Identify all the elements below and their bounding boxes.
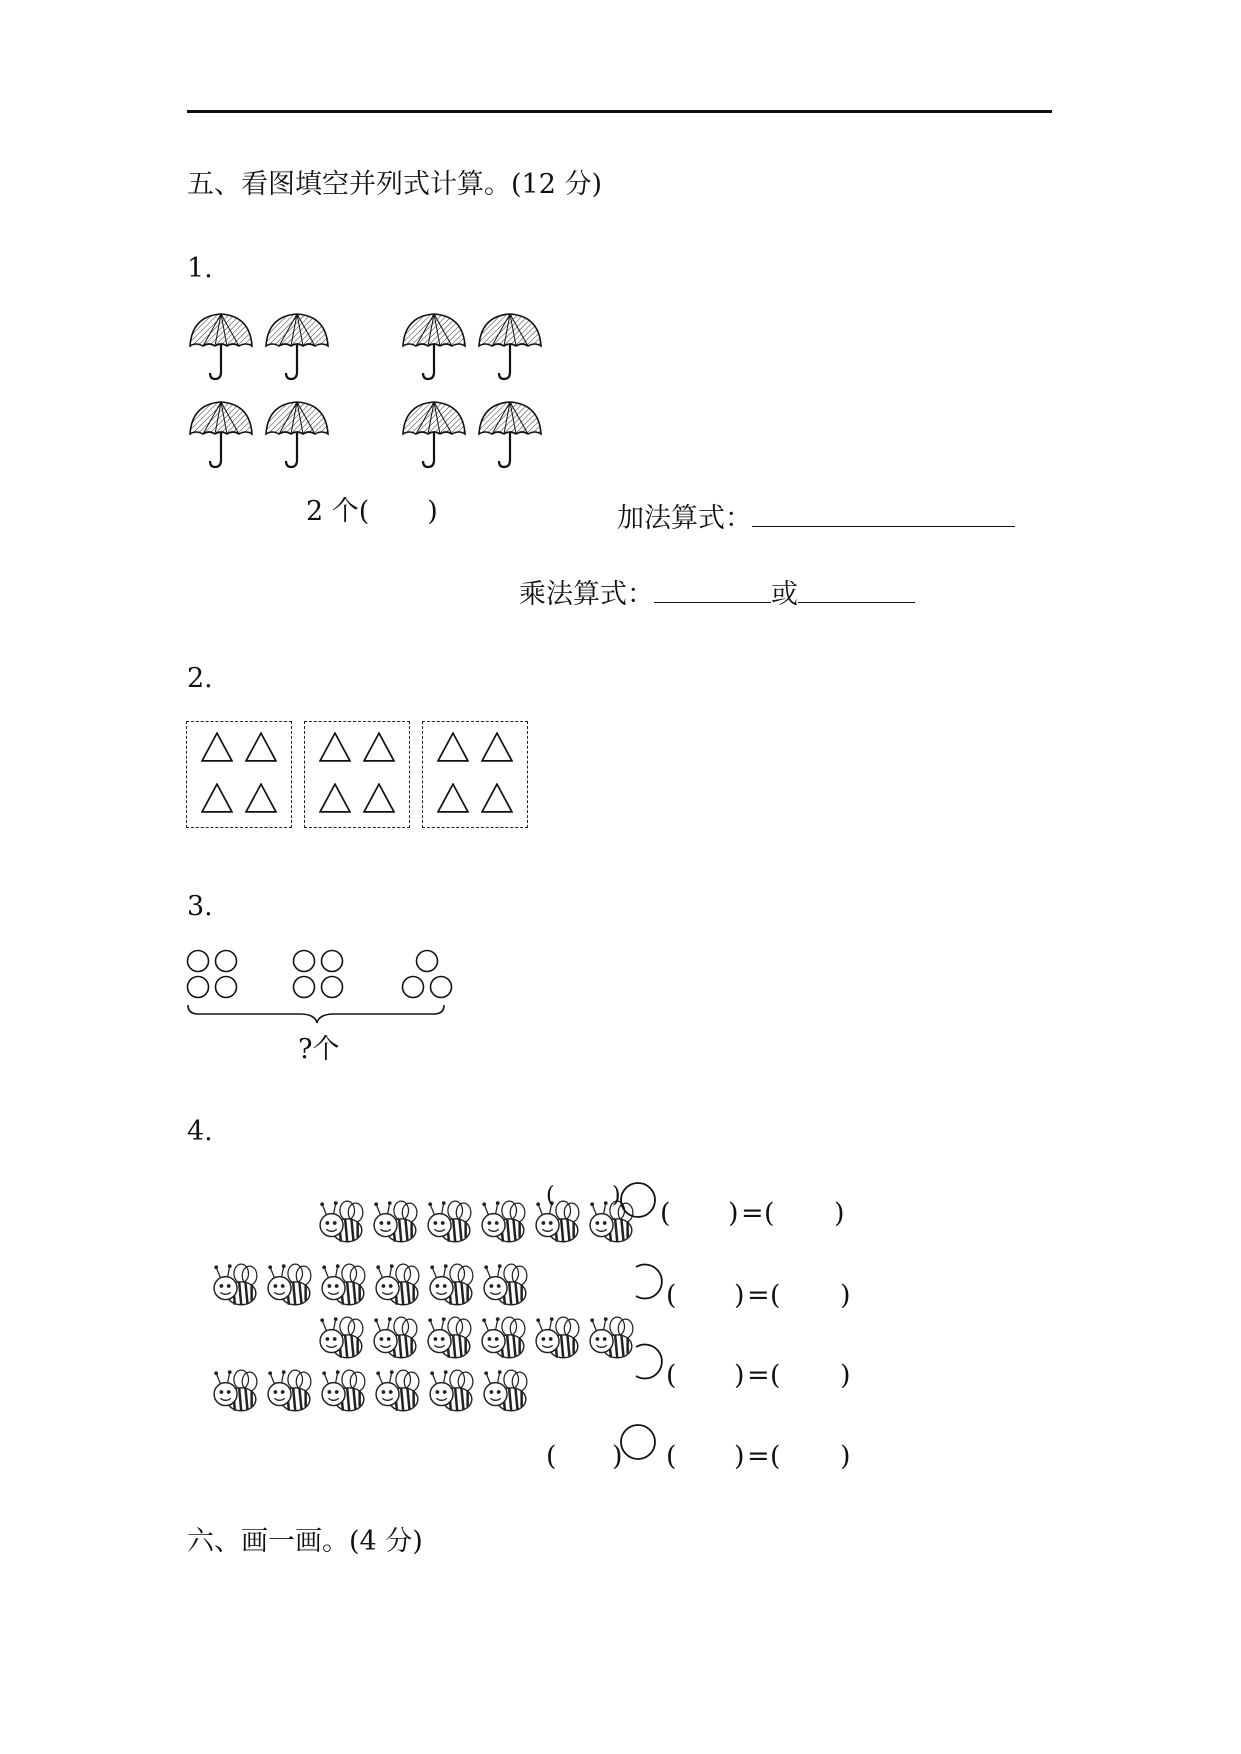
circle-icon — [322, 977, 343, 998]
bee-icon — [480, 1200, 528, 1246]
umbrella-icon — [186, 396, 256, 474]
circle-icon — [431, 977, 452, 998]
triangle-icon — [481, 732, 513, 762]
circle-icon — [216, 977, 237, 998]
question-1-number: 1. — [187, 253, 213, 284]
question-3-number: 3. — [187, 891, 213, 922]
equation-4-equals: = — [747, 1441, 770, 1472]
bee-icon — [212, 1369, 260, 1415]
bee-icon — [374, 1369, 422, 1415]
equation-4-result-blank[interactable] — [786, 1439, 836, 1473]
circle-icon — [322, 951, 343, 972]
bee-icon — [428, 1369, 476, 1415]
triangle-icon — [319, 783, 351, 813]
equation-4-operand-close: ) — [734, 1441, 745, 1472]
umbrella-icon — [262, 396, 332, 474]
equation-4-result-close: ) — [840, 1441, 851, 1472]
equation-1-result-blank[interactable] — [780, 1196, 830, 1230]
section-5-title: 五、看图填空并列式计算。(12 分) — [187, 169, 603, 200]
equation-2-operand-close: ) — [734, 1280, 745, 1311]
triangle-icon — [201, 732, 233, 762]
triangle-box — [422, 721, 528, 828]
bee-icon — [534, 1200, 582, 1246]
triangle-icon — [245, 732, 277, 762]
circle-icon — [216, 951, 237, 972]
umbrella-icon — [186, 308, 256, 386]
bee-icon — [482, 1263, 530, 1309]
multiplication-blank-2[interactable] — [798, 580, 915, 603]
circle-icon[interactable] — [618, 1422, 658, 1462]
triangle-box — [304, 721, 410, 828]
triangle-icon — [201, 783, 233, 813]
bee-icon — [266, 1369, 314, 1415]
caption-suffix: ) — [427, 496, 438, 527]
bee-icon — [372, 1200, 420, 1246]
umbrella-caption — [306, 498, 438, 525]
bee-icon — [480, 1316, 528, 1362]
triangle-icon — [481, 783, 513, 813]
equation-1-operand-blank[interactable] — [676, 1196, 726, 1230]
equation-1-operand-close: ) — [728, 1198, 739, 1229]
addition-label: 加法算式： — [617, 503, 752, 534]
circle-icon — [294, 977, 315, 998]
bee-icon — [266, 1263, 314, 1309]
triangle-icon — [363, 783, 395, 813]
umbrella-icon — [475, 308, 545, 386]
bee-icon — [374, 1263, 422, 1309]
circle-groups — [180, 945, 470, 1045]
circle-icon — [188, 951, 209, 972]
equation-3-equals: = — [747, 1360, 770, 1391]
equation-4-operand-open: ( — [666, 1441, 677, 1472]
triangle-icon — [437, 732, 469, 762]
umbrella-icon — [475, 396, 545, 474]
triangle-box — [186, 721, 292, 828]
multiplication-row — [519, 580, 915, 608]
circle-icon — [417, 951, 438, 972]
bee-icon — [482, 1369, 530, 1415]
equation-1-left-paren: ( — [546, 1183, 555, 1208]
circle-icon — [188, 977, 209, 998]
section-6-title: 六、画一画。(4 分) — [187, 1526, 423, 1557]
equation-2-result-blank[interactable] — [786, 1278, 836, 1312]
circle-icon — [403, 977, 424, 998]
multiplication-label: 乘法算式： — [519, 579, 654, 610]
addition-row — [617, 504, 1015, 532]
equation-2-operand-blank[interactable] — [682, 1278, 732, 1312]
equation-1-result-close: ) — [834, 1198, 845, 1229]
equation-2-result-close: ) — [840, 1280, 851, 1311]
umbrella-icon — [399, 396, 469, 474]
umbrella-icon — [399, 308, 469, 386]
equation-1-result-open: ( — [764, 1198, 775, 1229]
equation-4-first-close: ) — [612, 1441, 623, 1472]
umbrella-group-right — [399, 308, 549, 478]
bee-icon — [318, 1316, 366, 1362]
bee-icon — [320, 1263, 368, 1309]
bee-icon — [318, 1200, 366, 1246]
header-rule — [187, 110, 1052, 113]
umbrella-icon — [262, 308, 332, 386]
equation-3-result-close: ) — [840, 1360, 851, 1391]
equation-2-result-open: ( — [770, 1280, 781, 1311]
bee-icon — [320, 1369, 368, 1415]
bee-icon — [534, 1316, 582, 1362]
bee-icon — [428, 1263, 476, 1309]
bee-row-1 — [318, 1200, 638, 1248]
bee-row-4 — [212, 1369, 532, 1417]
equation-1-left-close: ) — [612, 1183, 621, 1208]
equation-3-result-open: ( — [770, 1360, 781, 1391]
equation-4-operand-blank[interactable] — [682, 1439, 732, 1473]
brace-label: ?个 — [298, 1034, 340, 1065]
triangle-icon — [437, 783, 469, 813]
triangle-icon — [245, 783, 277, 813]
circle-icon[interactable] — [630, 1262, 666, 1302]
equation-3-operand-open: ( — [666, 1360, 677, 1391]
brace — [188, 1005, 444, 1023]
bee-row-2 — [212, 1263, 532, 1311]
equation-4-first-blank[interactable] — [562, 1439, 610, 1473]
addition-answer-blank[interactable] — [752, 504, 1015, 527]
bee-icon — [212, 1263, 260, 1309]
circle-icon[interactable] — [618, 1180, 658, 1220]
bee-icon — [588, 1316, 636, 1362]
equation-4-result-open: ( — [770, 1441, 781, 1472]
or-word: 或 — [771, 579, 798, 610]
bee-icon — [426, 1316, 474, 1362]
caption-prefix: 2 个( — [306, 496, 370, 527]
multiplication-blank-1[interactable] — [654, 580, 771, 603]
equation-2-operand-open: ( — [666, 1280, 677, 1311]
circle-icon[interactable] — [630, 1342, 666, 1382]
equation-1-equals: = — [741, 1198, 764, 1229]
equation-1-operand-open: ( — [660, 1198, 671, 1229]
equation-2-equals: = — [747, 1280, 770, 1311]
triangle-icon — [363, 732, 395, 762]
bee-row-3 — [318, 1316, 638, 1364]
equation-3-operand-blank[interactable] — [682, 1358, 732, 1392]
triangle-icon — [319, 732, 351, 762]
equation-4-first-open: ( — [546, 1441, 557, 1472]
bee-icon — [426, 1200, 474, 1246]
bee-icon — [372, 1316, 420, 1362]
equation-3-result-blank[interactable] — [786, 1358, 836, 1392]
umbrella-group-left — [186, 308, 336, 478]
question-4-number: 4. — [187, 1116, 213, 1147]
circle-icon — [294, 951, 315, 972]
equation-3-operand-close: ) — [734, 1360, 745, 1391]
question-2-number: 2. — [187, 663, 213, 694]
